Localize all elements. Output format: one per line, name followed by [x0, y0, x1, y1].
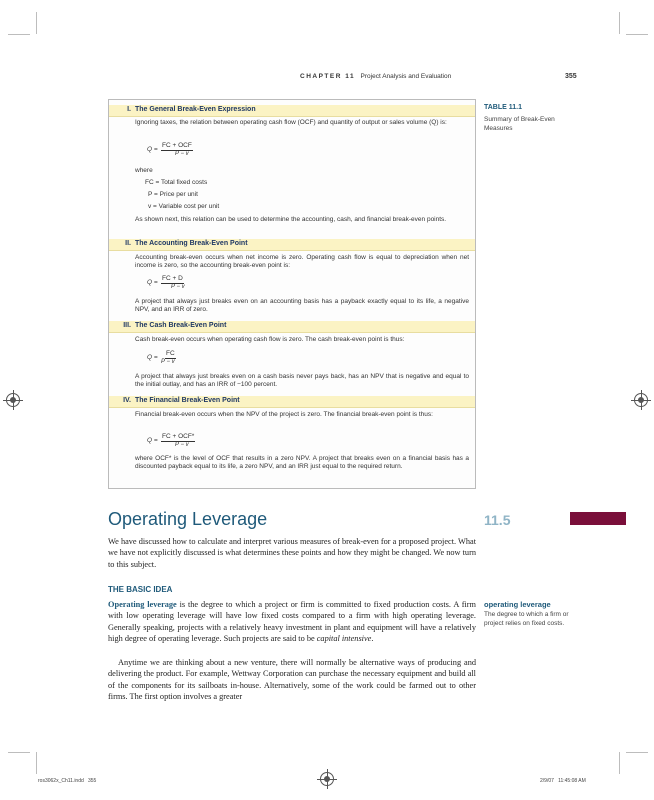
crop-mark	[619, 752, 620, 774]
formula-denominator: P − v	[161, 359, 175, 365]
section-header	[109, 239, 475, 251]
section-text: Financial break-even occurs when the NPV of the project is zero. The financial break-even point is thus:	[135, 411, 433, 418]
registration-mark-icon	[6, 393, 20, 407]
formula	[147, 275, 227, 293]
crop-mark	[8, 34, 30, 35]
break-even-table	[108, 99, 476, 489]
formula-numerator: FC + OCF	[162, 142, 192, 149]
formula	[147, 350, 227, 368]
crop-mark	[36, 752, 37, 774]
section-numeral: IV.	[123, 397, 131, 404]
formula-numerator: FC	[166, 350, 175, 357]
formula	[147, 142, 227, 160]
formula-lhs: Q =	[147, 279, 158, 286]
section-number: 11.5	[484, 512, 511, 528]
section-text: Cash break-even occurs when operating cash flow is zero. The cash break-even point is thus:	[135, 336, 405, 343]
section-header	[109, 396, 475, 408]
section-text: A project that always just breaks even on an accounting basis has a payback exactly equal to its life, a negative NPV, and an IRR of zero.	[135, 298, 469, 314]
chapter-label: CHAPTER 11	[300, 73, 356, 80]
body-paragraph	[108, 599, 476, 644]
section-title: Operating Leverage	[108, 509, 268, 529]
definition: FC = Total fixed costs	[145, 179, 208, 186]
subheading: THE BASIC IDEA	[108, 585, 173, 594]
registration-mark-icon	[320, 772, 334, 786]
section-title: The Accounting Break-Even Point	[135, 240, 248, 247]
section-header	[109, 105, 475, 117]
paragraph-end: .	[371, 633, 374, 643]
footer-timestamp: 2/9/07 11:45:08 AM	[540, 778, 586, 784]
formula	[147, 433, 237, 451]
formula-numerator: FC + OCF*	[162, 433, 195, 440]
section-text: A project that always just breaks even on a cash basis never pays back, has an NPV that is negative and equal to the initial outlay, and has an IRR of −100 percent.	[135, 373, 469, 389]
crop-mark	[626, 34, 648, 35]
margin-note-definition: The degree to which a firm or project relies on fixed costs.	[484, 611, 569, 627]
section-color-bar	[570, 512, 626, 525]
definition: v = Variable cost per unit	[148, 203, 220, 210]
formula-denominator: P − v	[175, 442, 189, 448]
section-text: As shown next, this relation can be used to determine the accounting, cash, and financial break-even points.	[135, 216, 447, 223]
table-caption: Summary of Break-Even Measures	[484, 116, 555, 132]
section-numeral: I.	[127, 106, 131, 113]
formula-denominator: P − v	[175, 151, 189, 157]
crop-mark	[626, 752, 648, 753]
crop-mark	[619, 12, 620, 34]
paragraph-text: is the degree to which a project or firm is committed to fixed production costs. A firm with low operating leverage will have low fixed costs compared to a firm with high operating leverage. Generally speaking, projects with a relatively heavy investment in plant and equipment will have a relatively high degree of operating leverage. Such projects are said to be	[108, 600, 477, 643]
formula-lhs: Q =	[147, 437, 158, 444]
where-label: where	[135, 167, 153, 174]
formula-lhs: Q =	[147, 354, 158, 361]
margin-note-term: operating leverage	[484, 600, 551, 609]
formula-denominator: P − v	[171, 284, 185, 290]
section-title: The General Break-Even Expression	[135, 106, 256, 113]
section-title: The Cash Break-Even Point	[135, 322, 227, 329]
section-header	[109, 321, 475, 333]
intro-paragraph: We have discussed how to calculate and interpret various measures of break-even for a proposed project. What we have not explicitly discussed is what determines these points and how they might be changed. We now turn to this subject.	[108, 537, 476, 569]
italic-term: capital intensive	[316, 633, 372, 643]
page-number: 355	[565, 73, 577, 80]
formula-numerator: FC + D	[162, 275, 183, 282]
section-numeral: III.	[123, 322, 131, 329]
crop-mark	[8, 752, 30, 753]
formula-lhs: Q =	[147, 146, 158, 153]
section-numeral: II.	[125, 240, 131, 247]
table-label: TABLE 11.1	[484, 104, 522, 111]
section-text: where OCF* is the level of OCF that results in a zero NPV. A project that breaks even on a financial basis has a discounted payback equal to its life, a zero NPV, and an IRR just equal to the required return.	[135, 455, 469, 471]
key-term: Operating leverage	[108, 600, 177, 609]
crop-mark	[36, 12, 37, 34]
registration-mark-icon	[634, 393, 648, 407]
body-paragraph: Anytime we are thinking about a new venture, there will normally be alternative ways of producing and delivering the product. For example, Wettway Corporation can purchase the necessary equipment and build all of the components for its sailboats in-house. Alternatively, some of the work could be farmed out to other firms. The first option involves a greater	[108, 658, 476, 701]
running-header	[300, 73, 451, 80]
chapter-title: Project Analysis and Evaluation	[360, 73, 452, 80]
section-title: The Financial Break-Even Point	[135, 397, 240, 404]
definition: P = Price per unit	[148, 191, 198, 198]
section-text: Ignoring taxes, the relation between operating cash flow (OCF) and quantity of output or sales volume (Q) is:	[135, 119, 447, 126]
footer-file: ros3062x_Ch11.indd 355	[38, 778, 97, 784]
section-text: Accounting break-even occurs when net income is zero. Operating cash flow is equal to depreciation when net income is zero, so the accounting break-even point is:	[135, 254, 469, 270]
